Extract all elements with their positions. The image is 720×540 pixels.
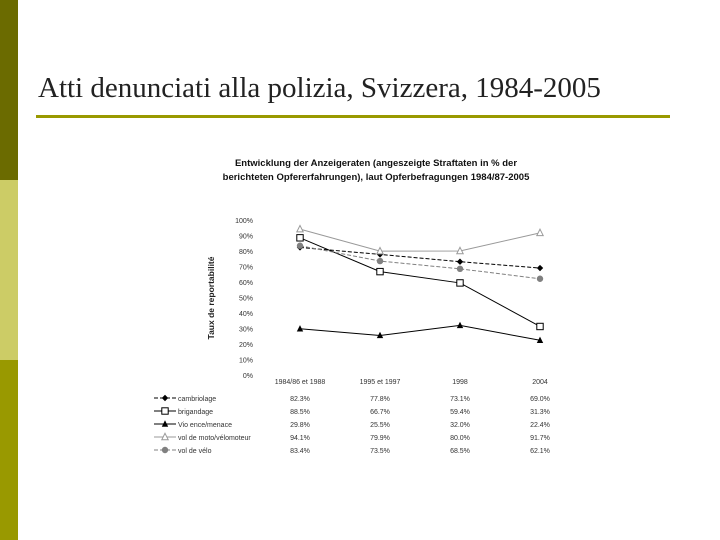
y-tick-label: 20% bbox=[238, 342, 253, 349]
table-value: 25.5% bbox=[370, 422, 390, 429]
table-value: 77.8% bbox=[370, 396, 390, 403]
legend-label: vol de vélo bbox=[178, 448, 212, 455]
data-point bbox=[537, 276, 543, 282]
table-value: 68.5% bbox=[450, 448, 470, 455]
table-value: 73.1% bbox=[450, 396, 470, 403]
x-tick-label: 1995 et 1997 bbox=[359, 379, 401, 386]
table-value: 62.1% bbox=[530, 448, 550, 455]
legend-label: vol de moto/vélomoteur bbox=[178, 435, 251, 442]
x-tick-label: 1984/86 et 1988 bbox=[274, 379, 326, 386]
data-point bbox=[297, 243, 303, 249]
series-line bbox=[300, 229, 540, 251]
table-value: 29.8% bbox=[290, 422, 310, 429]
data-point bbox=[457, 258, 463, 264]
table-value: 88.5% bbox=[290, 409, 310, 416]
chart-title-line: Entwicklung der Anzeigeraten (angeszeigte Straftaten in % der bbox=[234, 158, 518, 169]
x-tick-label: 2004 bbox=[532, 379, 548, 386]
legend-label: Vio ence/menace bbox=[178, 422, 232, 429]
table-value: 59.4% bbox=[450, 409, 470, 416]
table-value: 91.7% bbox=[530, 435, 550, 442]
data-point bbox=[297, 225, 303, 231]
table-value: 69.0% bbox=[530, 396, 550, 403]
table-value: 79.9% bbox=[370, 435, 390, 442]
data-point bbox=[297, 325, 303, 331]
x-tick-label: 1998 bbox=[452, 379, 468, 386]
table-value: 94.1% bbox=[290, 435, 310, 442]
y-axis-label: Taux de reportabilité bbox=[206, 256, 216, 340]
y-tick-label: 90% bbox=[238, 233, 253, 241]
table-value: 80.0% bbox=[450, 435, 470, 442]
y-tick-label: 40% bbox=[238, 311, 253, 318]
table-value: 82.3% bbox=[290, 396, 310, 403]
y-tick-label: 80% bbox=[238, 249, 253, 256]
y-tick-label: 100% bbox=[235, 218, 253, 225]
y-tick-label: 30% bbox=[238, 326, 253, 334]
table-value: 31.3% bbox=[530, 409, 550, 416]
legend-label: cambriolage bbox=[178, 396, 217, 403]
data-point bbox=[457, 280, 463, 286]
data-point bbox=[457, 322, 463, 328]
legend-label: brigandage bbox=[178, 409, 214, 416]
table-value: 66.7% bbox=[370, 409, 390, 416]
y-tick-label: 70% bbox=[238, 264, 253, 272]
data-point bbox=[297, 235, 303, 241]
data-point bbox=[377, 258, 383, 264]
legend-marker bbox=[162, 447, 168, 453]
legend-marker bbox=[162, 395, 168, 401]
data-point bbox=[537, 229, 543, 235]
chart-title-line: berichteten Opfererfahrungen), laut Opferbefragungen 1984/87-2005 bbox=[222, 172, 530, 183]
legend-marker bbox=[162, 408, 168, 414]
slide-title: Atti denunciati alla polizia, Svizzera, 1984-2005 bbox=[38, 72, 601, 104]
table-value: 83.4% bbox=[290, 448, 310, 455]
series-line bbox=[300, 325, 540, 340]
data-point bbox=[457, 266, 463, 272]
data-point bbox=[377, 268, 383, 274]
table-value: 73.5% bbox=[370, 448, 390, 455]
y-tick-label: 10% bbox=[238, 357, 253, 365]
data-point bbox=[537, 323, 543, 329]
table-value: 22.4% bbox=[530, 422, 550, 429]
table-value: 32.0% bbox=[450, 422, 470, 429]
y-tick-label: 50% bbox=[238, 295, 253, 303]
data-point bbox=[537, 265, 543, 271]
y-tick-label: 0% bbox=[242, 373, 253, 380]
y-tick-label: 60% bbox=[238, 280, 253, 287]
